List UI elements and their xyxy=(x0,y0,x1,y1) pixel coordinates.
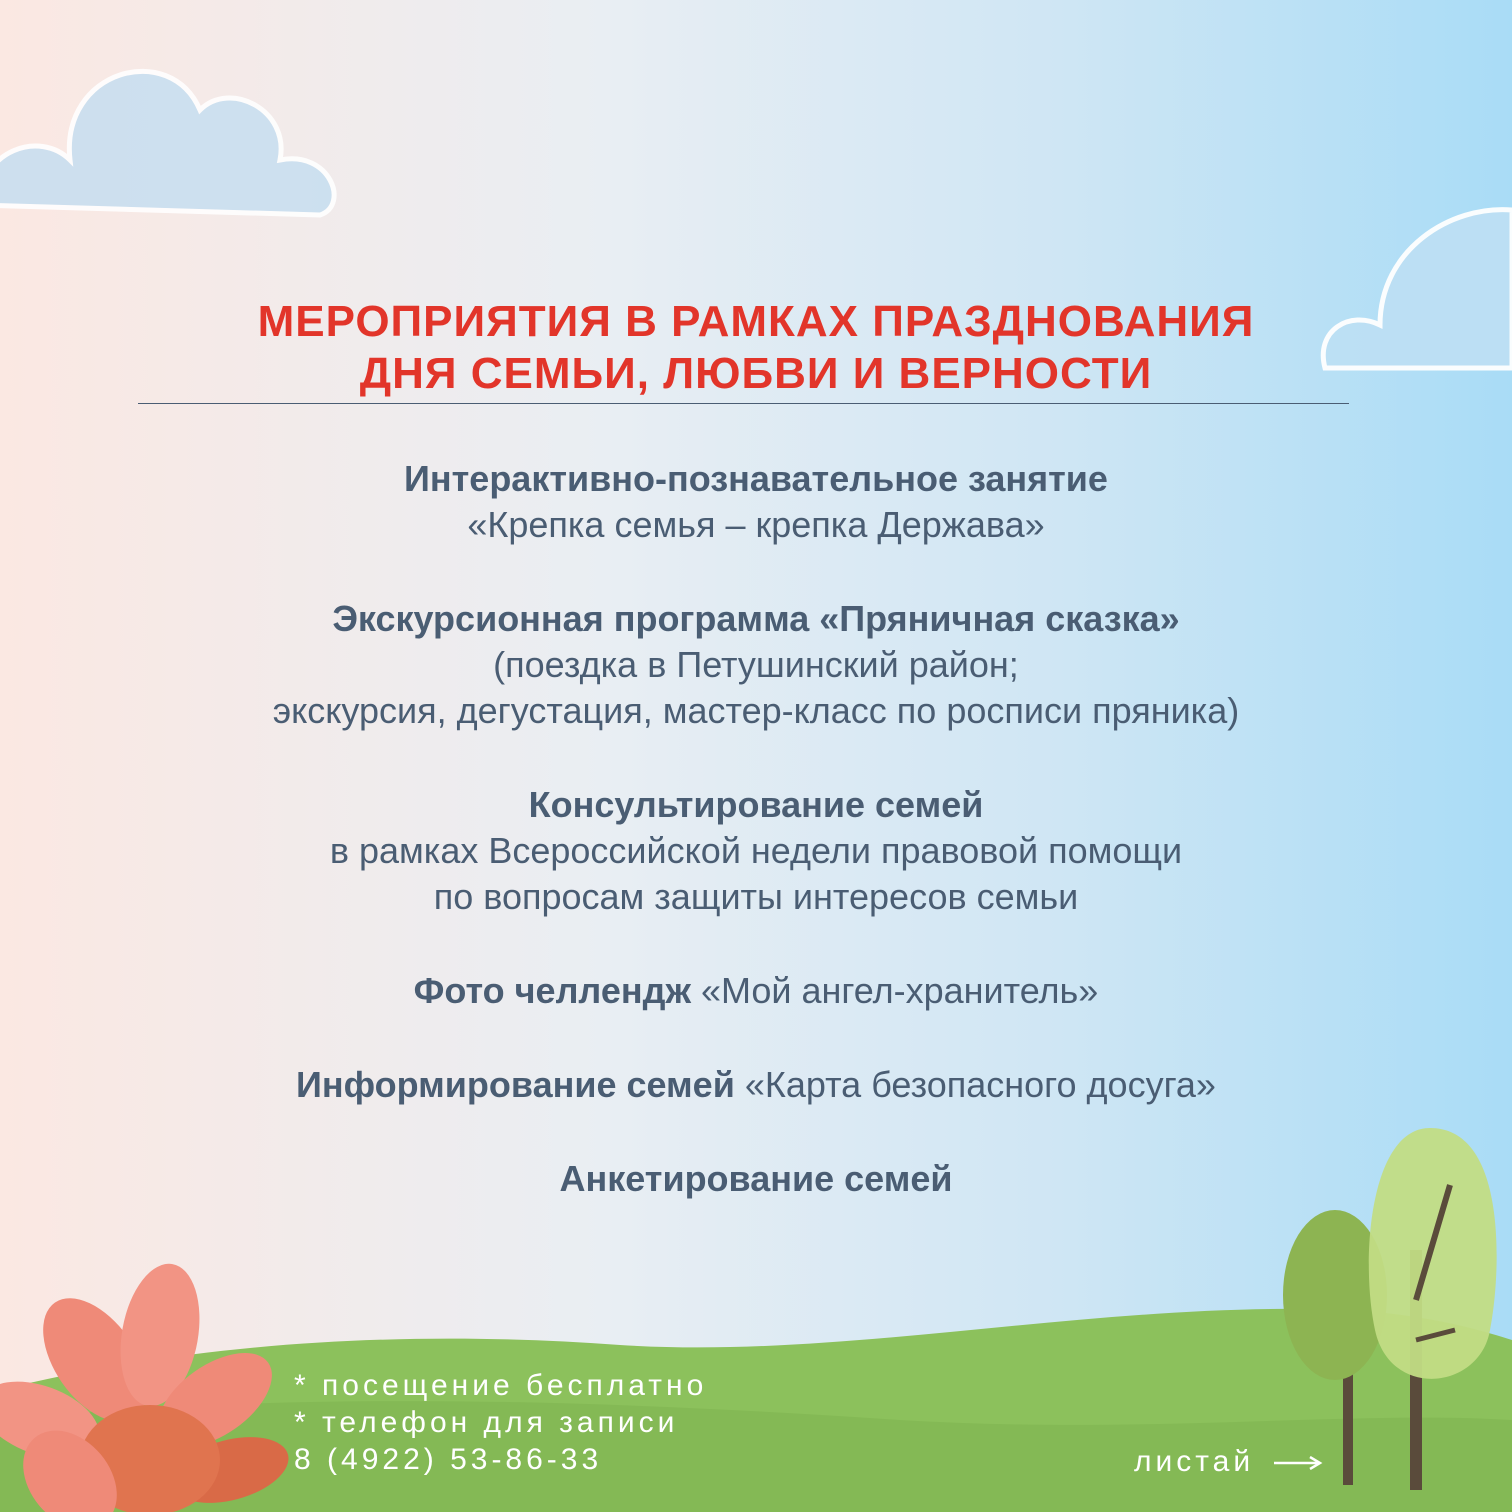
phone-number: 8 (4922) 53-86-33 xyxy=(294,1443,603,1476)
event-title: Информирование семей xyxy=(296,1064,735,1105)
event-title: Фото челлендж xyxy=(413,970,691,1011)
swipe-hint[interactable] xyxy=(1134,1445,1324,1479)
cloud-icon xyxy=(0,71,334,215)
event-subtitle: «Мой ангел-хранитель» xyxy=(690,970,1099,1011)
event-item-survey xyxy=(0,1156,1512,1202)
arrow-right-icon xyxy=(1274,1456,1324,1470)
events-list xyxy=(0,456,1512,1202)
event-title: Экскурсионная программа «Пряничная сказка» xyxy=(332,598,1180,639)
event-item-interactive-lesson xyxy=(0,456,1512,548)
event-detail: в рамках Всероссийской недели правовой помощи xyxy=(329,830,1183,871)
event-item-consulting xyxy=(0,782,1512,920)
event-title: Анкетирование семей xyxy=(559,1158,953,1199)
event-item-photo-challenge xyxy=(0,968,1512,1014)
event-item-excursion xyxy=(0,596,1512,734)
free-visit-note: * посещение бесплатно xyxy=(294,1369,708,1402)
event-title: Интерактивно-познавательное занятие xyxy=(404,458,1108,499)
event-item-informing xyxy=(0,1062,1512,1108)
swipe-label: листай xyxy=(1134,1445,1255,1478)
phone-label: * телефон для записи xyxy=(294,1406,679,1439)
title-divider xyxy=(138,403,1349,404)
event-subtitle: «Крепка семья – крепка Держава» xyxy=(467,504,1045,545)
event-detail: (поездка в Петушинский район; xyxy=(493,644,1019,685)
page-title xyxy=(0,296,1512,400)
event-subtitle: «Карта безопасного досуга» xyxy=(734,1064,1216,1105)
event-title: Консультирование семей xyxy=(528,784,984,825)
title-line-2: ДНЯ СЕМЬИ, ЛЮБВИ И ВЕРНОСТИ xyxy=(359,349,1153,398)
title-line-1: МЕРОПРИЯТИЯ В РАМКАХ ПРАЗДНОВАНИЯ xyxy=(257,297,1255,346)
event-detail: по вопросам защиты интересов семьи xyxy=(433,876,1079,917)
footer-notes xyxy=(294,1367,707,1478)
event-detail: экскурсия, дегустация, мастер-класс по росписи пряника) xyxy=(272,690,1240,731)
